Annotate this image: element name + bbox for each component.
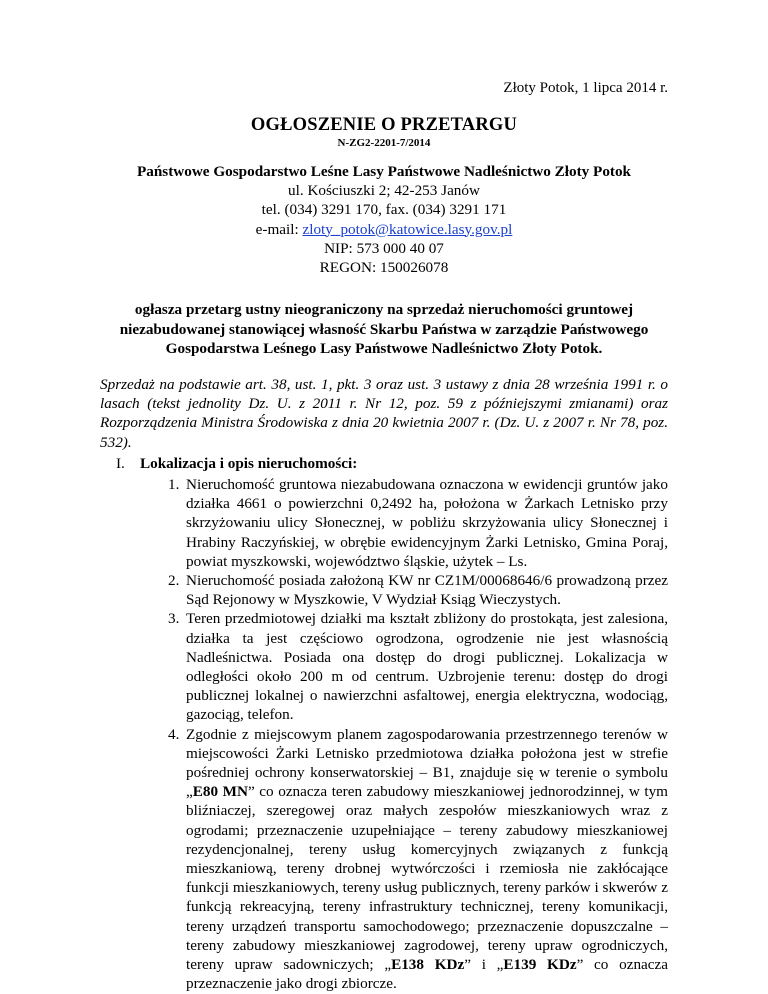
item-number: 4. bbox=[168, 725, 180, 743]
item-number: 3. bbox=[168, 610, 180, 628]
section-number: I. bbox=[116, 455, 125, 472]
item-text bbox=[186, 725, 668, 994]
issuer-email-line bbox=[0, 220, 768, 239]
section-heading: Lokalizacja i opis nieruchomości: bbox=[140, 455, 358, 472]
list-item bbox=[100, 571, 668, 609]
section-items bbox=[100, 475, 668, 993]
issuer-nip: NIP: 573 000 40 07 bbox=[324, 239, 444, 257]
item-text-part: ” co oznacza przeznaczenie jako drogi zbiorcze. bbox=[186, 956, 669, 993]
list-item bbox=[100, 609, 668, 724]
list-item bbox=[100, 725, 668, 994]
item-text: Teren przedmiotowej działki ma kształt zbliżony do prostokąta, jest zalesiona, działka ta jest częściowo ogrodzona, ogrodzenie nie jest własnością Nadleśnictwa. Posiada ona dostęp do drogi publicznej. Lokalizacja w odległości około 200 m od centrum. Uzbrojenie terenu: dostęp do drogi publicznej lokalnej o nawierzchni asfaltowej, energia elektryczna, wodociąg, gazociąg, telefon. bbox=[186, 610, 668, 724]
legal-basis-paragraph: Sprzedaż na podstawie art. 38, ust. 1, pkt. 3 oraz ust. 3 ustawy z dnia 28 września 1991 r. o lasach (tekst jednolity Dz. U. z 2011 r. Nr 12, poz. 59 z późniejszymi zmianami) oraz Rozporządzenia Ministra Środowiska z dnia 20 kwietnia 2007 r. (Dz. U. z 2007 r. Nr 78, poz. 532). bbox=[100, 376, 668, 451]
email-label: e-mail: bbox=[255, 220, 303, 238]
issuer-regon: REGON: 150026078 bbox=[319, 259, 449, 277]
email-link[interactable]: zloty_potok@katowice.lasy.gov.pl bbox=[302, 220, 513, 238]
issuer-name: Państwowe Gospodarstwo Leśne Lasy Państwowe Nadleśnictwo Złoty Potok bbox=[136, 163, 632, 180]
zoning-code: E139 KDz bbox=[503, 956, 577, 974]
announcement-title: OGŁOSZENIE O PRZETARGU bbox=[250, 115, 518, 135]
item-number: 2. bbox=[168, 572, 180, 590]
item-text: Nieruchomość posiada założoną KW nr CZ1M/00068646/6 prowadzoną przez Sąd Rejonowy w Myszkowie, V Wydział Ksiąg Wieczystych. bbox=[186, 572, 668, 609]
item-text-part: Zgodnie z miejscowym planem zagospodarowania przestrzennego terenów w miejscowości Żarki Letnisko przedmiotowa działka położona jest w strefie pośredniej ochrony konserwatorskiej – B1, znajduje się w terenie o symbolu „ bbox=[186, 725, 668, 801]
issuer-block bbox=[0, 162, 768, 277]
issuer-address: ul. Kościuszki 2; 42-253 Janów bbox=[288, 182, 480, 200]
reference-number: N-ZG2-2201-7/2014 bbox=[337, 137, 431, 149]
item-text-part: ” i „ bbox=[464, 956, 504, 974]
intro-paragraph: ogłasza przetarg ustny nieograniczony na sprzedaż nieruchomości gruntowej niezabudowanej stanowiącej własność Skarbu Państwa w zarządzie Państwowego Gospodarstwa Leśnego Lasy Państwowe Nadleśnictwo Złoty Potok. bbox=[119, 301, 649, 357]
item-text-part: ” co oznacza teren zabudowy mieszkaniowej jednorodzinnej, w tym bliźniaczej, szeregowej oraz małych zespołów mieszkaniowych wraz z ogrodami; przeznaczenie uzupełniające – tereny zabudowy mieszkaniowej rezydencjonalnej, tereny usług komercyjnych związanych z funkcją mieszkaniową, tereny drobnej wytwórczości i rzemiosła nie zakłócające funkcji mieszkaniowych, tereny usług publicznych, tereny parków i skwerów z funkcją rekreacyjną, tereny infrastruktury technicznej, tereny komunikacji, tereny urządzeń transportu samochodowego; przeznaczenie dopuszczalne – tereny zabudowy mieszkaniowej zagrodowej, tereny upraw ogrodniczych, tereny upraw sadowniczych; „ bbox=[186, 783, 668, 974]
item-number: 1. bbox=[168, 476, 180, 493]
list-item bbox=[100, 475, 668, 571]
zoning-code: E80 MN bbox=[192, 783, 248, 801]
issuer-phones: tel. (034) 3291 170, fax. (034) 3291 171 bbox=[261, 201, 507, 219]
date-line: Złoty Potok, 1 lipca 2014 r. bbox=[503, 80, 668, 96]
item-text: Nieruchomość gruntowa niezabudowana oznaczona w ewidencji gruntów jako działka 4661 o powierzchni 0,2492 ha, położona w Żarkach Letnisko przy skrzyżowaniu ulicy Słonecznej, w pobliżu skrzyżowania ulicy Słonecznej i Hrabiny Raczyńskiej, w obrębie ewidencyjnym Żarki Letnisko, Gmina Poraj, powiat myszkowski, województwo śląskie, użytek – Ls. bbox=[186, 476, 668, 570]
zoning-code: E138 KDz bbox=[391, 956, 465, 974]
